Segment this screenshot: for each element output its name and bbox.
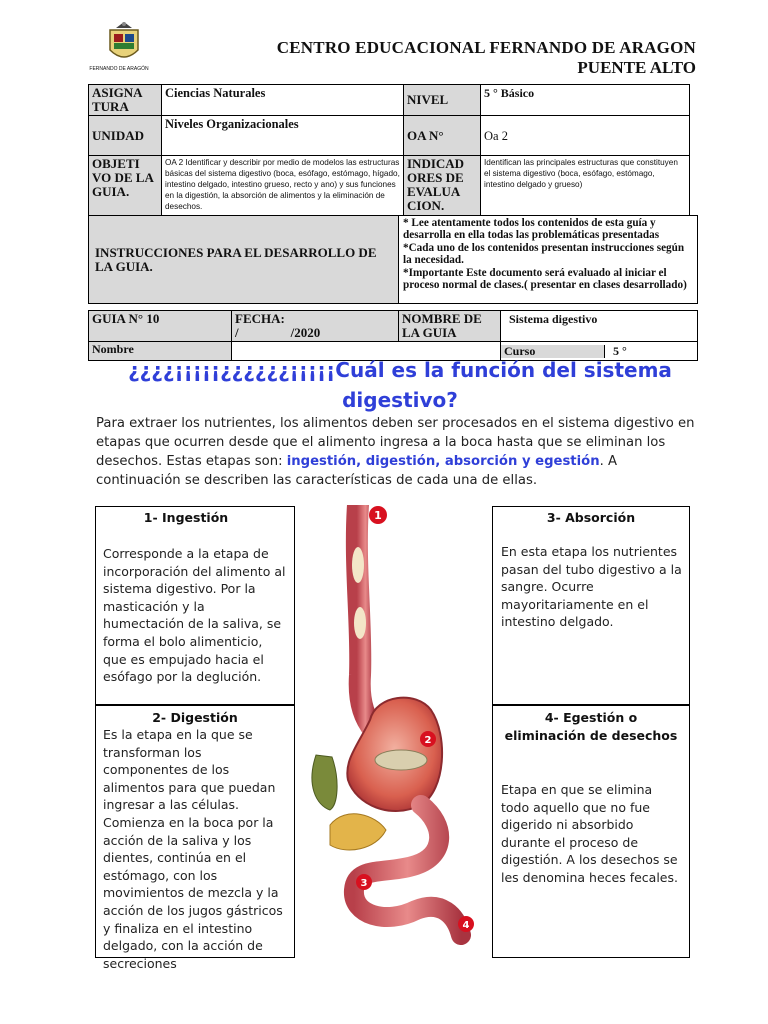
- asignatura-label: ASIGNA TURA: [89, 85, 162, 116]
- stage-title: 2- Digestión: [152, 710, 238, 725]
- oa-label: OA N°: [404, 116, 481, 156]
- stage-box-digestion: [95, 704, 295, 971]
- digestive-system-illustration: [296, 505, 486, 955]
- fecha-value: / /2020: [235, 325, 321, 340]
- instruction-line: *Importante Este documento será evaluado al iniciar el proceso normal de clases.( presentar en clases desarrollado): [403, 266, 687, 292]
- instructions-label: INSTRUCCIONES PARA EL DESARROLLO DE LA GUIA.: [89, 216, 399, 304]
- instructions-body: [399, 216, 698, 304]
- content-title: ¿¿¿¿¡¡¡¡¡¿¿¿¿¿¿¡¡¡¡¡Cuál es la función del sistema: [128, 358, 672, 382]
- oa-value: Oa 2: [481, 116, 690, 156]
- marker-2: [420, 731, 436, 747]
- nombre-guia-label: NOMBRE DE LA GUIA: [399, 311, 501, 342]
- marker-label: 3: [360, 878, 368, 889]
- school-city: PUENTE ALTO: [577, 58, 696, 77]
- stage-box-egestion: [492, 704, 690, 958]
- unidad-value: Niveles Organizacionales: [162, 116, 404, 156]
- stage-title: 1- Ingestión: [143, 510, 229, 525]
- marker-label: 2: [424, 735, 432, 746]
- stage-title: 3- Absorción: [546, 510, 636, 525]
- indicadores-label: INDICAD ORES DE EVALUA CION.: [404, 156, 481, 216]
- guia-number: GUIA N° 10: [89, 311, 232, 342]
- intro-stages: ingestión, digestión, absorción y egestión: [286, 454, 600, 469]
- stage-text: Es la etapa en la que se transforman los componentes de los alimentos para que puedan ingresar a las células. Comienza en la boca por la acción de la saliva y los dientes, continúa en el estómago, con los movimientos de mezcla y la acción de los jugos gástricos y finaliza en el intestino delgado, con la acción de secreciones: [103, 727, 283, 971]
- objetivo-value: OA 2 Identificar y describir por medio de modelos las estructuras básicas del sistema digestivo (boca, esófago, estómago, hígado, intestino delgado, intestino grueso, recto y ano) y sus funciones en la digestión, la absorción de alimentos y la eliminación de desechos.: [162, 156, 404, 216]
- marker-label: 1: [374, 509, 382, 522]
- marker-4: [458, 916, 474, 932]
- intro-paragraph: [96, 414, 696, 490]
- stage-title-cont: eliminación de desechos: [504, 728, 678, 743]
- marker-label: 4: [462, 920, 470, 931]
- guide-info-table: [88, 310, 698, 361]
- marker-3: [356, 874, 372, 890]
- subject-info-table: [88, 84, 690, 216]
- instructions-table: [88, 215, 698, 304]
- unidad-label: UNIDAD: [89, 116, 162, 156]
- fecha-field: [232, 311, 399, 342]
- school-name: CENTRO EDUCACIONAL FERNANDO DE ARAGON: [276, 38, 696, 57]
- stage-box-absorcion: [492, 506, 690, 706]
- curso-value: 5 °: [613, 344, 627, 358]
- nivel-value: 5 ° Básico: [481, 85, 690, 116]
- objetivo-label: OBJETI VO DE LA GUIA.: [89, 156, 162, 216]
- stage-text: Etapa en que se elimina todo aquello que no fue digerido ni absorbido durante el proceso de digestión. A los desechos se les denomina heces fecales.: [501, 782, 678, 885]
- indicadores-value: Identifican las principales estructuras que constituyen el sistema digestivo (boca, esófago, estómago, intestino delgado y grueso): [481, 156, 690, 216]
- content-title-cont: digestivo?: [342, 388, 458, 412]
- asignatura-value: Ciencias Naturales: [162, 85, 404, 116]
- intro-text: Para extraer los nutrientes, los alimentos deben ser procesados en el sistema digestivo en etapas que ocurren desde que el alimento ingresa a la boca hasta que se eliminan los desechos. Estas etapas son:: [96, 416, 695, 469]
- instruction-line: * Lee atentamente todos los contenidos de esta guía y desarrolla en ella todas las problemáticas presentadas: [403, 217, 660, 242]
- fecha-label: FECHA:: [235, 311, 285, 326]
- stage-box-ingestion: [95, 506, 295, 706]
- nivel-label: NIVEL: [404, 85, 481, 116]
- stage-text: En esta etapa los nutrientes pasan del tubo digestivo a la sangre. Ocurre mayoritariamente en el intestino delgado.: [501, 544, 682, 630]
- nombre-guia-value: Sistema digestivo: [501, 311, 698, 342]
- marker-1: [369, 506, 387, 524]
- food-bolus: [352, 547, 364, 583]
- logo-caption: FERNANDO DE ARAGÓN: [89, 66, 149, 72]
- stage-title: 4- Egestión o: [544, 710, 638, 725]
- intro-text-end: . A continuación se describen las características de cada una de ellas.: [96, 454, 617, 488]
- instruction-line: *Cada uno de los contenidos presentan instrucciones según la necesidad.: [403, 241, 685, 267]
- nombre-label: Nombre: [89, 342, 232, 361]
- curso-label: Curso: [501, 345, 605, 358]
- stage-text: Corresponde a la etapa de incorporación del alimento al sistema digestivo. Por la masticación y la humectación de la saliva, se forma el bolo alimenticio, que es empujado hacia el esófago por la deglución.: [103, 546, 286, 685]
